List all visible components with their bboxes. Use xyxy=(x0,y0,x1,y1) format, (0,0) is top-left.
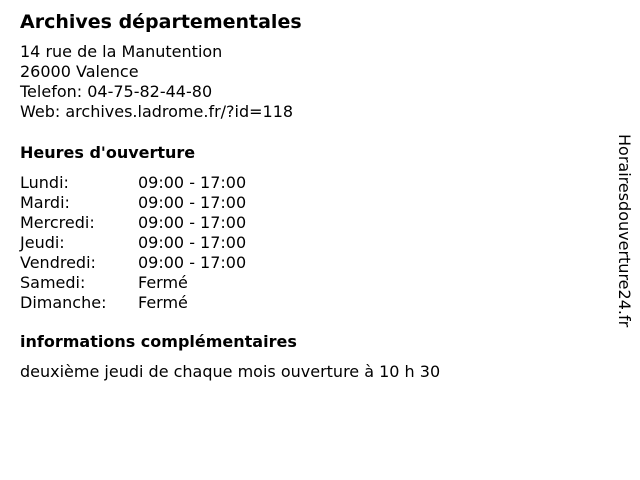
info-heading: informations complémentaires xyxy=(20,332,297,351)
time-value: 09:00 - 17:00 xyxy=(138,213,247,232)
day-label: Dimanche: xyxy=(20,293,107,312)
hours-heading: Heures d'ouverture xyxy=(20,143,196,162)
street-address: 14 rue de la Manutention xyxy=(20,42,223,61)
page-title: Archives départementales xyxy=(20,11,302,33)
city-postcode: 26000 Valence xyxy=(20,62,139,81)
hours-row-saturday xyxy=(20,273,600,293)
day-label: Mercredi: xyxy=(20,213,95,232)
hours-row-wednesday xyxy=(20,213,600,233)
time-value: Fermé xyxy=(138,273,188,292)
opening-hours-card xyxy=(20,10,600,382)
hours-row-sunday xyxy=(20,293,600,313)
hours-row-tuesday xyxy=(20,193,600,213)
time-value: 09:00 - 17:00 xyxy=(138,253,247,272)
site-watermark: Horairesdouverture24.fr xyxy=(615,134,634,328)
time-value: Fermé xyxy=(138,293,188,312)
hours-row-friday xyxy=(20,253,600,273)
address-block xyxy=(20,42,600,122)
time-value: 09:00 - 17:00 xyxy=(138,233,247,252)
day-label: Samedi: xyxy=(20,273,86,292)
info-text: deuxième jeudi de chaque mois ouverture à 10 h 30 xyxy=(20,362,441,381)
hours-row-monday xyxy=(20,173,600,193)
website: Web: archives.ladrome.fr/?id=118 xyxy=(20,102,294,121)
day-label: Mardi: xyxy=(20,193,70,212)
phone-number: Telefon: 04-75-82-44-80 xyxy=(20,82,213,101)
time-value: 09:00 - 17:00 xyxy=(138,193,247,212)
day-label: Vendredi: xyxy=(20,253,96,272)
hours-row-thursday xyxy=(20,233,600,253)
day-label: Jeudi: xyxy=(20,233,65,252)
day-label: Lundi: xyxy=(20,173,69,192)
time-value: 09:00 - 17:00 xyxy=(138,173,247,192)
hours-table xyxy=(20,173,600,313)
